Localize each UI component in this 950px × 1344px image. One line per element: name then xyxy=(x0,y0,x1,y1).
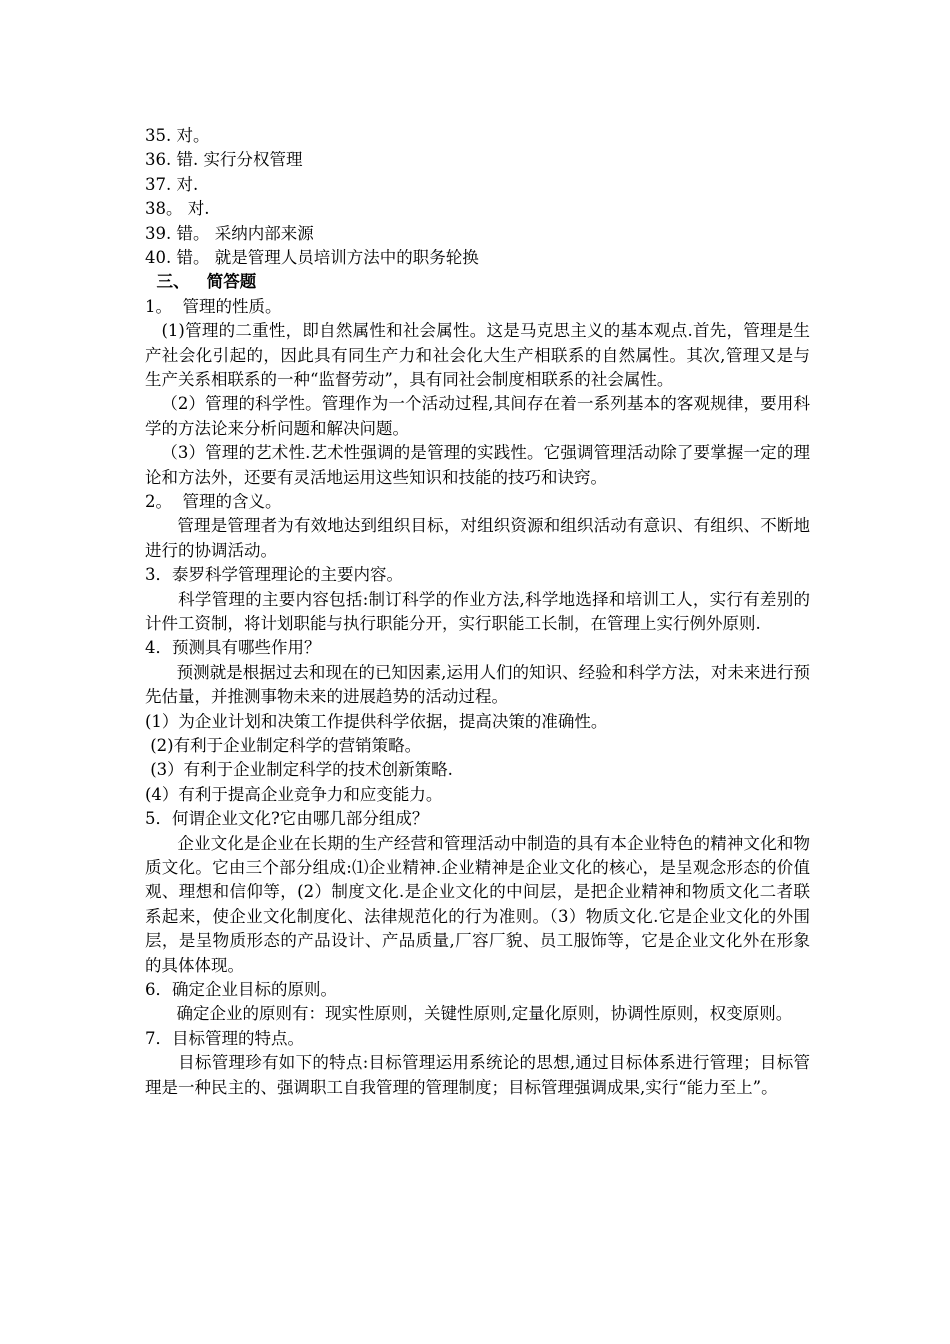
answer-paragraph: 科学管理的主要内容包括:制订科学的作业方法,科学地选择和培训工人，实行有差别的计件工资制，将计划职能与执行职能分开，实行职能工长制，在管理上实行例外原则. xyxy=(145,589,810,633)
answer-paragraph: 预测就是根据过去和现在的已知因素,运用人们的知识、经验和科学方法，对未来进行预先估量，并推测事物未来的进展趋势的活动过程。 xyxy=(145,662,810,707)
answer-paragraph: （3）管理的艺术性.艺术性强调的是管理的实践性。它强调管理活动除了要掌握一定的理论和方法外，还要有灵活地运用这些知识和技能的技巧和诀窍。 xyxy=(145,443,810,487)
list-item: (3）有利于企业制定科学的技术创新策略. xyxy=(145,760,453,780)
answer-paragraph: (1)管理的二重性，即自然属性和社会属性。这是马克思主义的基本观点.首先，管理是生产社会化引起的，因此具有同生产力和社会化大生产相联系的自然属性。其次,管理又是与生产关系相联系的一种“监督劳动”，具有同社会制度相联系的社会属性。 xyxy=(145,321,810,389)
answer-paragraph: 确定企业的原则有：现实性原则，关键性原则,定量化原则，协调性原则，权变原则。 xyxy=(145,1004,793,1024)
question-title: 6．确定企业目标的原则。 xyxy=(145,979,337,999)
answer-line: 35. 对。 xyxy=(145,126,210,145)
answer-paragraph: （2）管理的科学性。管理作为一个活动过程,其间存在着一系列基本的客观规律，要用科学的方法论来分析问题和解决问题。 xyxy=(145,394,810,438)
answer-line: 40. 错。 就是管理人员培训方法中的职务轮换 xyxy=(145,247,479,267)
answer-paragraph: 目标管理珍有如下的特点:目标管理运用系统论的思想,通过目标体系进行管理；目标管理是一种民主的、强调职工自我管理的管理制度；目标管理强调成果,实行“能力至上”。 xyxy=(145,1053,810,1097)
question-title: 7．目标管理的特点。 xyxy=(145,1028,304,1048)
answer-paragraph: 管理是管理者为有效地达到组织目标，对组织资源和组织活动有意识、有组织、不断地进行的协调活动。 xyxy=(145,516,810,560)
answer-line: 39. 错。 采纳内部来源 xyxy=(145,223,314,243)
question-title: 5．何谓企业文化?它由哪几部分组成？ xyxy=(145,809,429,829)
section-heading: 三、 简答题 xyxy=(145,272,257,292)
question-title: 2。 管理的含义。 xyxy=(145,491,282,511)
answer-line: 36. 错. 实行分权管理 xyxy=(145,150,303,170)
question-title: 3．泰罗科学管理理论的主要内容。 xyxy=(145,565,403,585)
list-item: (4）有利于提高企业竞争力和应变能力。 xyxy=(145,784,443,804)
answer-paragraph: 企业文化是企业在长期的生产经营和管理活动中制造的具有本企业特色的精神文化和物质文化。它由三个部分组成:⑴企业精神.企业精神是企业文化的核心，是呈观念形态的价值观、理想和信仰等，(2）制度文化.是企业文化的中间层，是把企业精神和物质文化二者联系起来，使企业文化制度化、法律规范化的行为准则。（3）物质文化.它是企业文化的外围层，是呈物质形态的产品设计、产品质量,厂容厂貌、员工服饰等，它是企业文化外在形象的具体体现。 xyxy=(145,833,810,975)
list-item: (1）为企业计划和决策工作提供科学依据，提高决策的准确性。 xyxy=(145,711,608,731)
answer-line: 37. 对. xyxy=(145,174,199,194)
document-page xyxy=(145,124,810,1100)
answer-line: 38。 对. xyxy=(145,199,210,219)
list-item: (2)有利于企业制定科学的营销策略。 xyxy=(145,735,422,755)
question-title: 4．预测具有哪些作用？ xyxy=(145,638,321,658)
question-title: 1。 管理的性质。 xyxy=(145,296,282,316)
